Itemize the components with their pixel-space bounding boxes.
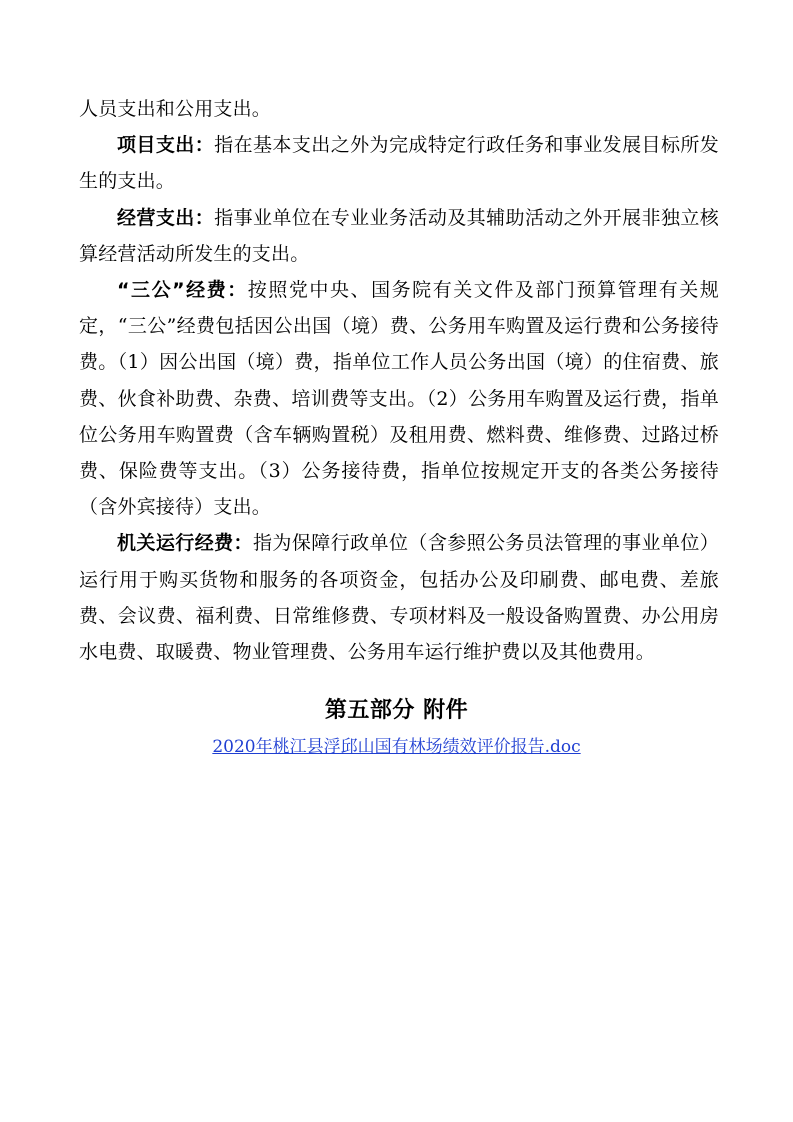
paragraph-operating-expenditure [79, 200, 719, 272]
term-label: 项目支出： [117, 134, 215, 157]
paragraph-three-public-expenses [79, 272, 719, 525]
body-text [79, 91, 719, 670]
attachment-link[interactable]: 2020年桃江县浮邱山国有林场绩效评价报告.doc [212, 737, 581, 757]
paragraph-text: 指为保障行政单位（含参照公务员法管理的事业单位）运行用于购买货物和服务的各项资金，包括办公及印刷费、邮电费、差旅费、会议费、福利费、日常维修费、专项材料及一般设备购置费、办公用房水电费、取暖费、物业管理费、公务用车运行维护费以及其他费用。 [79, 532, 719, 664]
paragraph-project-expenditure [79, 127, 719, 199]
term-label: 机关运行经费： [117, 532, 253, 555]
paragraph-text: 人员支出和公用支出。 [79, 98, 272, 120]
term-label: 经营支出： [117, 206, 215, 229]
paragraph-text: 指在基本支出之外为完成特定行政任务和事业发展目标所发生的支出。 [79, 134, 719, 193]
paragraph-agency-operating-funds [79, 525, 719, 670]
section-title: 第五部分 附件 [324, 698, 469, 723]
term-label: “三公”经费： [117, 279, 248, 302]
paragraph-text: 按照党中央、国务院有关文件及部门预算管理有关规定，“三公”经费包括因公出国（境）费、公务用车购置及运行费和公务接待费。（1）因公出国（境）费，指单位工作人员公务出国（境）的住宿费、旅费、伙食补助费、杂费、培训费等支出。（2）公务用车购置及运行费，指单位公务用车购置费（含车辆购置税）及租用费、燃料费、维修费、过路过桥费、保险费等支出。（3）公务接待费，指单位按规定开支的各类公务接待（含外宾接待）支出。 [79, 279, 719, 519]
paragraph-continuation [79, 91, 719, 127]
paragraph-text: 指事业单位在专业业务活动及其辅助活动之外开展非独立核算经营活动所发生的支出。 [79, 206, 719, 265]
